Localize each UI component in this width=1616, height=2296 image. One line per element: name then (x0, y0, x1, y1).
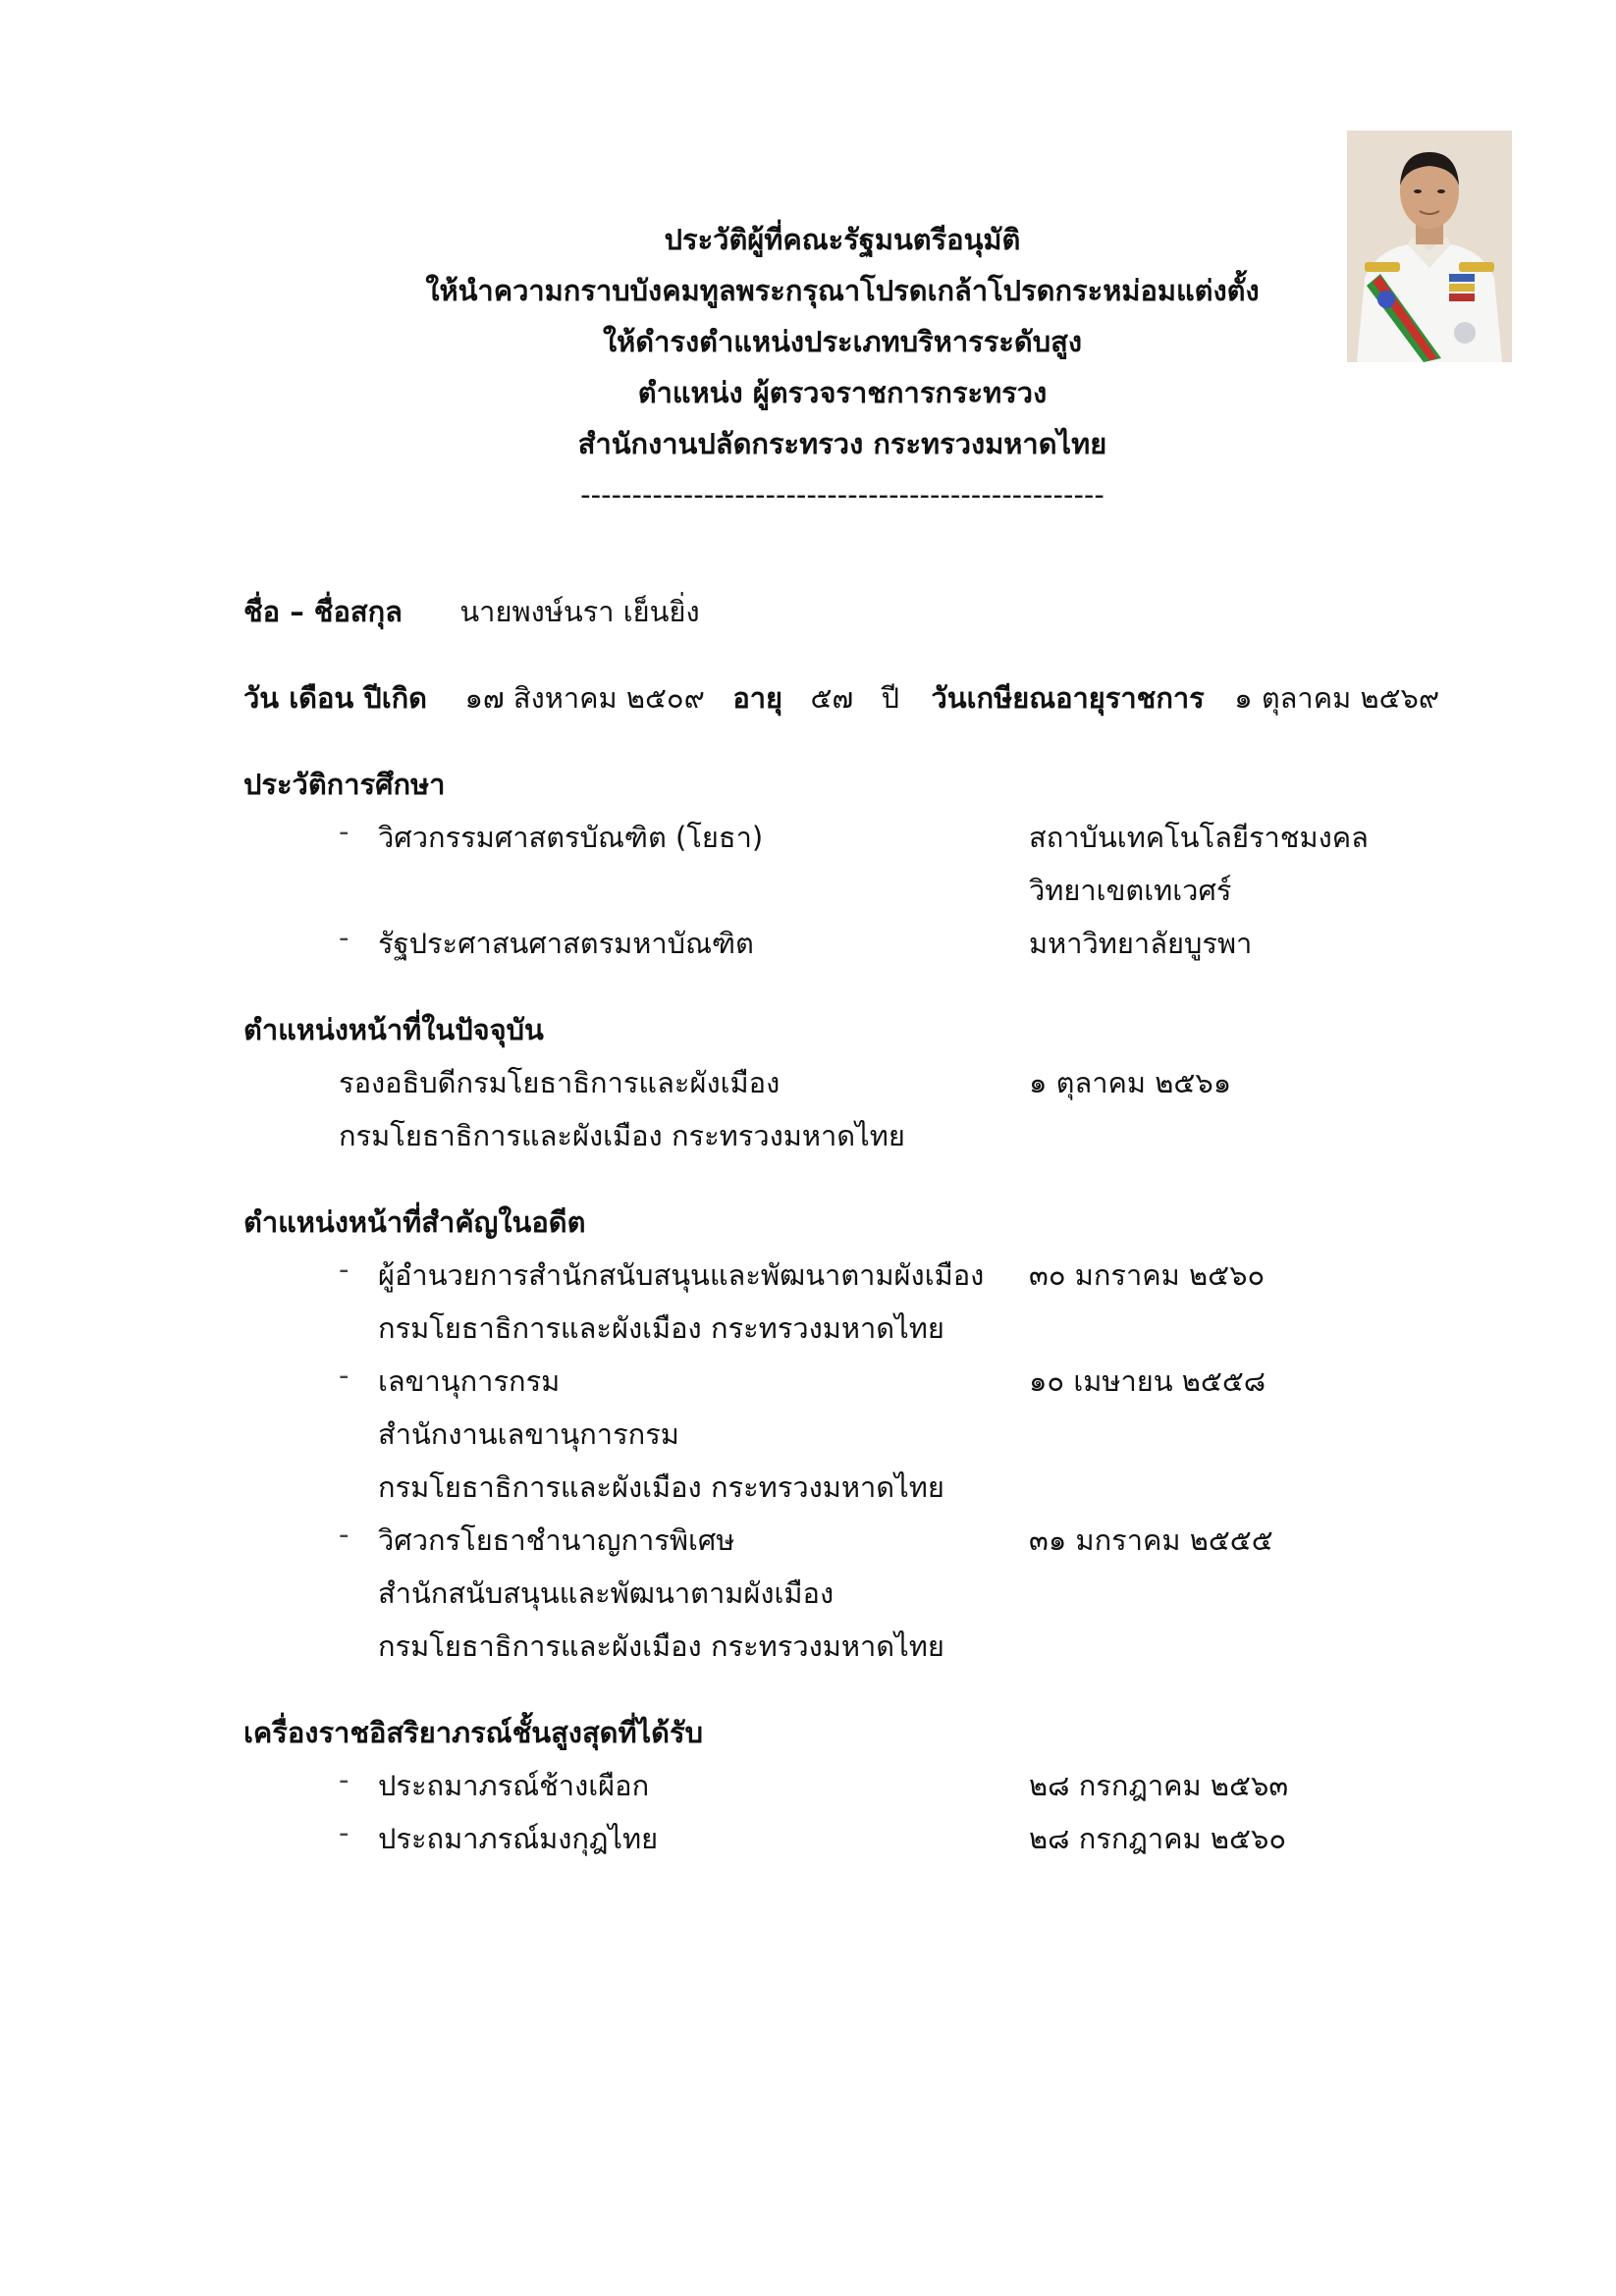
age-label: อายุ (732, 681, 783, 715)
current-position-line-2: กรมโยธาธิการและผังเมือง กระทรวงมหาดไทย (339, 1119, 905, 1152)
header-divider: --------------------------------------------------- (580, 478, 1104, 511)
birth-date: ๑๗ สิงหาคม ๒๕๐๙ (464, 681, 705, 715)
current-position-line-1: รองอธิบดีกรมโยธาธิการและผังเมือง (339, 1066, 781, 1099)
header-line-5: สำนักงานปลัดกระทรวง กระทรวงมหาดไทย (577, 427, 1107, 460)
current-position-date: ๑ ตุลาคม ๒๕๖๑ (1029, 1066, 1232, 1099)
retire-date: ๑ ตุลาคม ๒๕๖๙ (1234, 681, 1440, 715)
past-positions-title: ตำแหน่งหน้าที่สำคัญในอดีต (243, 1205, 586, 1239)
decoration-2-dash: - (339, 1816, 350, 1849)
name-value: นายพงษ์นรา เย็นยิ่ง (459, 595, 700, 628)
education-2-degree: รัฐประศาสนศาสตรมหาบัณฑิต (378, 927, 754, 960)
past-1-line-1: ผู้อำนวยการสำนักสนับสนุนและพัฒนาตามผังเมือง (378, 1258, 985, 1292)
past-1-dash: - (339, 1253, 350, 1286)
decoration-1-name: ประถมาภรณ์ช้างเผือก (378, 1769, 650, 1802)
decoration-2-date: ๒๘ กรกฎาคม ๒๕๖๐ (1029, 1822, 1287, 1855)
education-1-degree: วิศวกรรมศาสตรบัณฑิต (โยธา) (378, 821, 764, 854)
past-2-date: ๑๐ เมษายน ๒๕๕๘ (1029, 1364, 1266, 1398)
document-header (0, 214, 1616, 520)
past-3-line-2: สำนักสนับสนุนและพัฒนาตามผังเมือง (378, 1576, 835, 1610)
current-position-title: ตำแหน่งหน้าที่ในปัจจุบัน (243, 1013, 544, 1046)
past-3-dash: - (339, 1518, 350, 1551)
education-2-institution: มหาวิทยาลัยบูรพา (1029, 927, 1253, 960)
header-line-4: ตำแหน่ง ผู้ตรวจราชการกระทรวง (637, 376, 1048, 409)
past-2-dash: - (339, 1359, 350, 1392)
education-1-institution-line-2: วิทยาเขตเทเวศร์ (1029, 874, 1232, 907)
education-2-dash: - (339, 921, 350, 954)
birth-label: วัน เดือน ปีเกิด (243, 681, 427, 715)
education-1-dash: - (339, 815, 350, 848)
past-3-line-1: วิศวกรโยธาชำนาญการพิเศษ (378, 1523, 735, 1557)
past-1-date: ๓๐ มกราคม ๒๕๖๐ (1029, 1258, 1266, 1292)
header-line-2: ให้นำความกราบบังคมทูลพระกรุณาโปรดเกล้าโปรดกระหม่อมแต่งตั้ง (425, 274, 1260, 307)
name-label: ชื่อ – ชื่อสกุล (243, 595, 403, 628)
past-2-line-2: สำนักงานเลขานุการกรม (378, 1417, 679, 1451)
decoration-1-dash: - (339, 1763, 350, 1796)
education-1-institution: สถาบันเทคโนโลยีราชมงคล (1029, 821, 1369, 854)
past-2-line-1: เลขานุการกรม (378, 1364, 561, 1398)
past-3-line-3: กรมโยธาธิการและผังเมือง กระทรวงมหาดไทย (378, 1629, 944, 1663)
header-line-3: ให้ดำรงตำแหน่งประเภทบริหารระดับสูง (603, 325, 1082, 358)
age-value: ๕๗ (810, 681, 854, 715)
name-row (243, 589, 700, 634)
retire-label: วันเกษียณอายุราชการ (931, 681, 1205, 715)
education-title: ประวัติการศึกษา (243, 768, 446, 801)
past-3-date: ๓๑ มกราคม ๒๕๕๕ (1029, 1523, 1273, 1557)
header-line-1: ประวัติผู้ที่คณะรัฐมนตรีอนุมัติ (664, 223, 1021, 256)
decoration-2-name: ประถมาภรณ์มงกุฎไทย (378, 1822, 659, 1855)
past-2-line-3: กรมโยธาธิการและผังเมือง กระทรวงมหาดไทย (378, 1470, 944, 1504)
past-1-line-2: กรมโยธาธิการและผังเมือง กระทรวงมหาดไทย (378, 1311, 944, 1345)
decoration-1-date: ๒๘ กรกฎาคม ๒๕๖๓ (1029, 1769, 1289, 1802)
birth-row (243, 675, 1439, 721)
age-unit: ปี (881, 681, 900, 715)
decorations-title: เครื่องราชอิสริยาภรณ์ชั้นสูงสุดที่ได้รับ (243, 1716, 703, 1749)
